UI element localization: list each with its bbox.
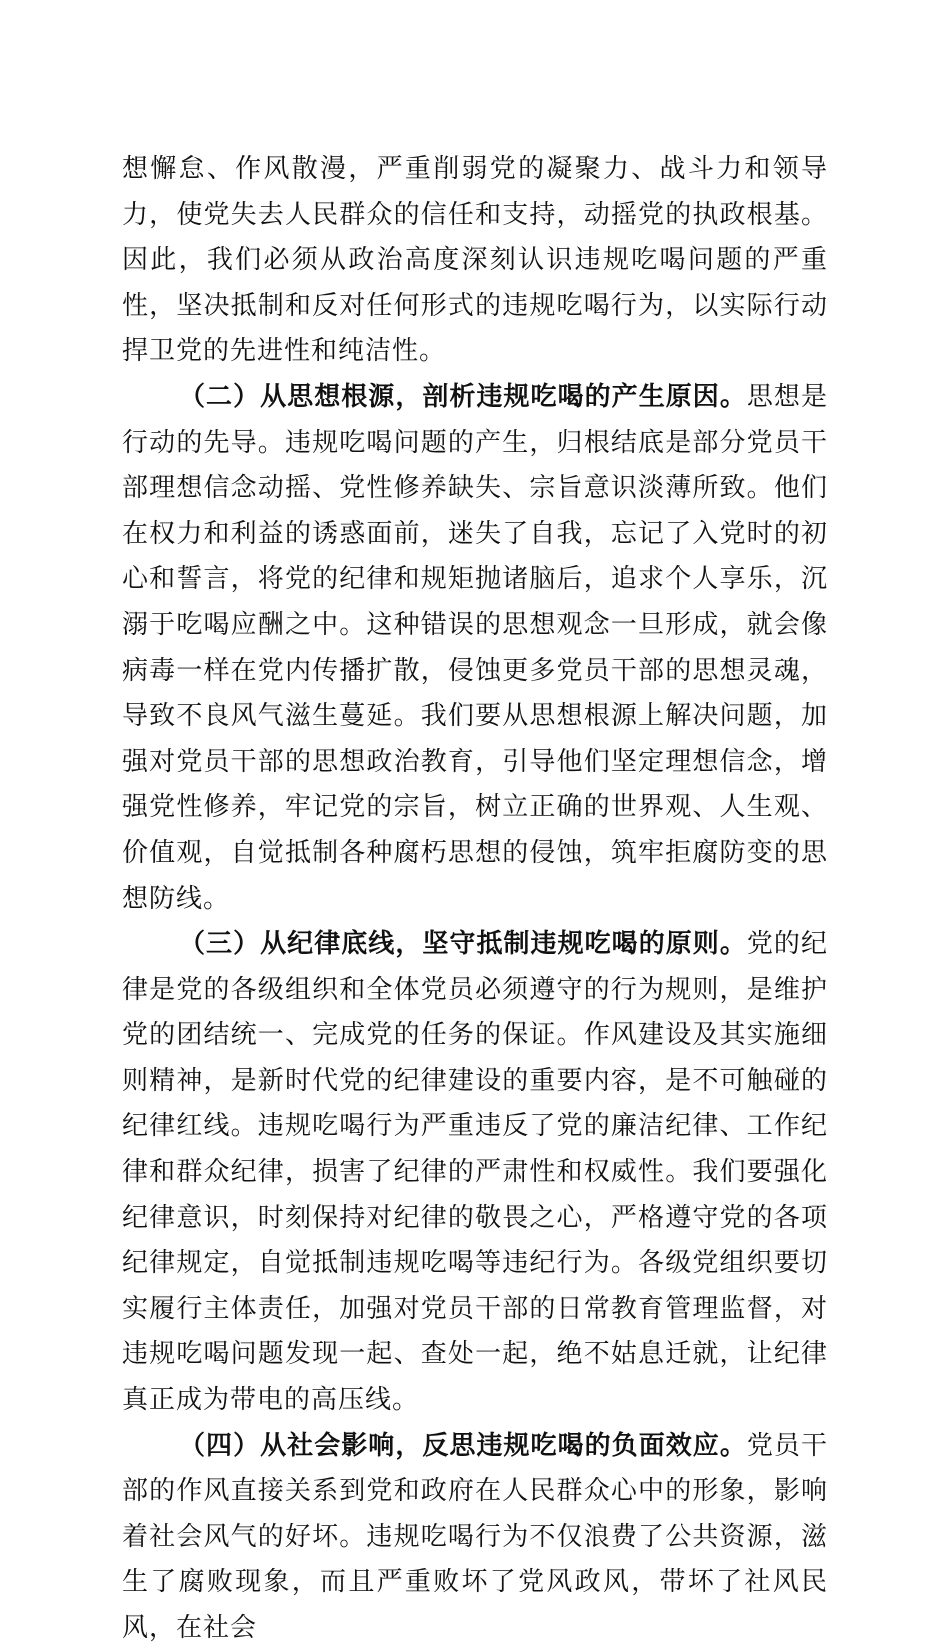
paragraph-continuation: [122, 147, 828, 375]
paragraph-text: 党的纪律是党的各级组织和全体党员必须遵守的行为规则，是维护党的团结统一、完成党的任务的保证。作风建设及其实施细则精神，是新时代党的纪律建设的重要内容，是不可触碰的纪律红线。违规吃喝行为严重违反了党的廉洁纪律、工作纪律和群众纪律，损害了纪律的严肃性和权威性。我们要强化纪律意识，时刻保持对纪律的敬畏之心，严格遵守党的各项纪律规定，自觉抵制违规吃喝等违纪行为。各级党组织要切实履行主体责任，加强对党员干部的日常教育管理监督，对违规吃喝问题发现一起、查处一起，绝不姑息迁就，让纪律真正成为带电的高压线。: [122, 929, 828, 1416]
paragraph-text: 想懈怠、作风散漫，严重削弱党的凝聚力、战斗力和领导力，使党失去人民群众的信任和支持，动摇党的执政根基。因此，我们必须从政治高度深刻认识违规吃喝问题的严重性，坚决抵制和反对任何形式的违规吃喝行为，以实际行动捍卫党的先进性和纯洁性。: [122, 154, 828, 367]
paragraph-lead: （二）从思想根源，剖析违规吃喝的产生原因。: [179, 381, 747, 412]
paragraph-section-3: [122, 922, 828, 1424]
paragraph-lead: （四）从社会影响，反思违规吃喝的负面效应。: [179, 1430, 747, 1461]
paragraph-section-4: [122, 1424, 828, 1652]
paragraph-lead: （三）从纪律底线，坚守抵制违规吃喝的原则。: [179, 929, 747, 960]
paragraph-section-2: [122, 375, 828, 922]
paragraph-text: 党员干部的作风直接关系到党和政府在人民群众心中的形象，影响着社会风气的好坏。违规吃喝行为不仅浪费了公共资源，滋生了腐败现象，而且严重败坏了党风政风，带坏了社风民风，在社会: [122, 1430, 828, 1643]
paragraph-text: 思想是行动的先导。违规吃喝问题的产生，归根结底是部分党员干部理想信念动摇、党性修养缺失、宗旨意识淡薄所致。他们在权力和利益的诱惑面前，迷失了自我，忘记了入党时的初心和誓言，将党的纪律和规矩抛诸脑后，追求个人享乐，沉溺于吃喝应酬之中。这种错误的思想观念一旦形成，就会像病毒一样在党内传播扩散，侵蚀更多党员干部的思想灵魂，导致不良风气滋生蔓延。我们要从思想根源上解决问题，加强对党员干部的思想政治教育，引导他们坚定理想信念，增强党性修养，牢记党的宗旨，树立正确的世界观、人生观、价值观，自觉抵制各种腐朽思想的侵蚀，筑牢拒腐防变的思想防线。: [122, 381, 828, 914]
document-body: [122, 147, 828, 1652]
